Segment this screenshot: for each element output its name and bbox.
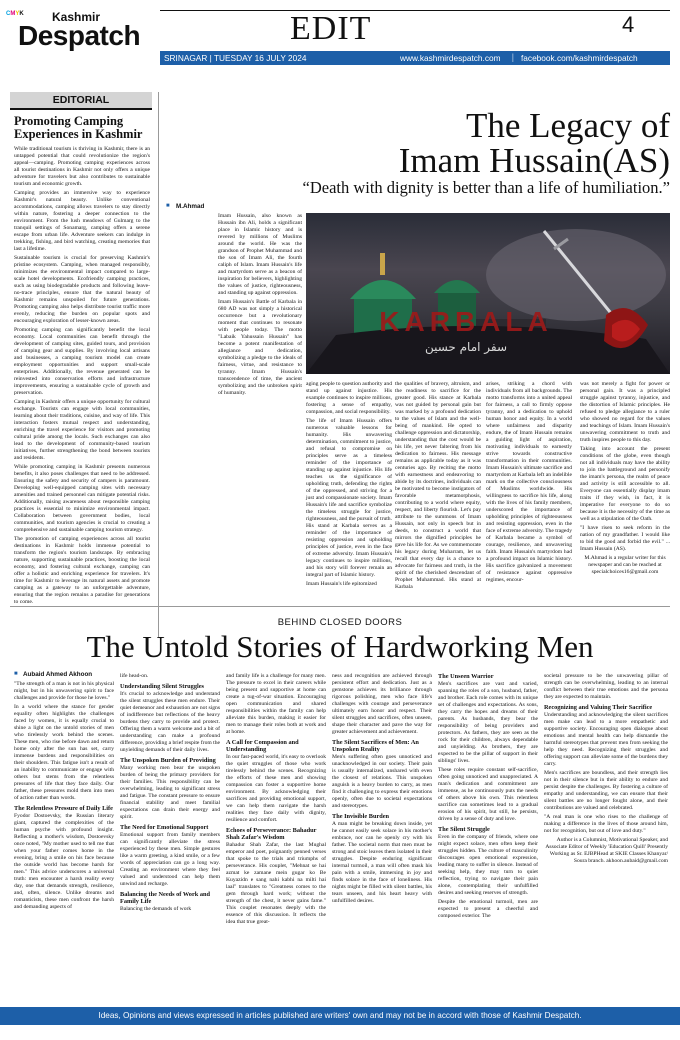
story-para: Fyodor Dostoevsky, the Russian literary giant, captured the complexities of the human psyche with profound insight. Reflecting a mother's wisdom, Dostoevsky once noted, "My mother used to tell me that when your father comes home in the evening, bring a smile on his face because the outside world has become harsh for men." This advice underscores a universal truth: men encounter a harsh reality every day, one that demands strength, resilience, and, often, silence. Unlike dreams and romanticists, these men confront the harsh and demanding aspects of <box>14 813 114 910</box>
story-col4 <box>332 673 432 1003</box>
section-rule <box>10 606 670 607</box>
story-para: A man might be breaking down inside, yet he cannot easily seek solace in his mother's embrace, nor can he openly cry with his father. The societal norm that men must be strong and stoic leaves them isolated in their struggles. Despite enduring significant internal turmoil, a man will often mask his pain with a smile, immersing in joy and finds solace in the face of loneliness. His nights might be filled with silent battles, his tears unseen, and his heart heavy with unfulfilled desires. <box>332 821 432 904</box>
facebook-link[interactable]: facebook.com/kashmirdespatch <box>521 53 638 63</box>
story-subhead: The Silent Struggle <box>438 826 490 833</box>
story-para: Emotional support from family members can significantly alleviate the stress experienced by these men. Simple gestures like a warm greeting, a kind smile, or a few words of appreciation can go a long way. Creating an environment where they feel valued and understood can help them unwind and recharge. <box>120 832 220 887</box>
feature-para: The life of Imam Hussain offers numerous valuable lessons for humanity. His unwavering determination, commitment to justice, and refusal to compromise on principles serve as a timeless reminder of the importance of standing up against injustice. His life teaches us the significance of upholding truth, defending the rights of the oppressed, and striving for a just and compassionate society. Imam Hussain's life and sacrifice symbolize the timeless struggle for justice, righteousness, and the pursuit of truth. His stand at Karbala serves as a reminder of the importance of resisting oppression and upholding principles of justice, even in the face of extreme adversity. Imam Hussain's legacy continues to inspire millions, and his story will forever remain an integral part of Islamic history. <box>306 418 392 578</box>
story-subhead: Understanding Silent Struggles <box>120 683 204 690</box>
story-para: Men's sacrifices are vast and varied, spanning the roles of a son, husband, father, and brother. Each role comes with its unique set of challenges and expectations. As sons, they carry the hopes and dreams of their parents. As husbands, they bear the responsibility of being providers and protectors. As fathers, they are seen as the rock for their children, always dependable and unyielding. As brothers, they are expected to be the pillar of support in their siblings' lives. <box>438 681 538 764</box>
separator: | <box>512 52 514 62</box>
karbala-image <box>306 213 670 374</box>
feature-para: aging people to question authority and stand up against injustice. His example continues to inspire millions, fostering a sense of empathy, compassion, and social responsibility. <box>306 381 392 415</box>
feature-col3-continue <box>486 381 572 583</box>
editorial-para: Camping in Kashmir offers a unique opportunity for cultural exchange. Tourists can engage with local communities, learning about their traditions, cuisine, and way of life. This interaction fosters mutual respect and understanding, enriching the travel experience for visitors and promoting cultural pride among the locals. Such exchanges can also lead to the development of community-based tourism initiatives, further strengthening the bond between tourists and residents. <box>14 399 150 461</box>
feature-para: "I have risen to seek reform in the nation of my grandfather. I would like to bid the good and forbid the evil." ... Imam Hussain (AS). <box>580 525 670 552</box>
story-subhead: The Relentless Pressure of Daily Life <box>14 805 113 812</box>
editorial-para: Promoting camping can significantly benefit the local economy. Local communities can benefit through the development of camping sites, guided tours, and provision of camping gear and supplies. By involving local artisans and businesses, a camping tourism model can create employment opportunities and support small-scale enterprises. Additionally, the revenue generated can be reinvested into conservation efforts and infrastructure improvements, ensuring a sustainable cycle of growth and preservation. <box>14 327 150 396</box>
story-subhead: The Silent Sacrifices of Men: An Unspoken Reality <box>332 739 419 753</box>
cmyk-y: Y <box>15 11 20 17</box>
dateline-bar <box>160 51 670 65</box>
editorial-label-bar <box>10 92 152 108</box>
cmyk-k: K <box>19 11 24 17</box>
story-subhead: A Call for Compassion and Understanding <box>226 739 299 753</box>
feature-para: Taking into account the present conditions of the globe, even though not all individuals may have the ability to join the battleground and personify the imam's persona, the realm of peace and activity is still accessible to all. Everyone can essentially display imam traits if they wish, in fact, it is imperative for everyone to do so because it is the necessity of the time as well as a stipulation of the Oath. <box>580 446 670 522</box>
cmyk-m: M <box>10 11 16 17</box>
feature-para: Imam Hussain, also known as Hussain ibn Ali, holds a significant place in Islamic history and is revered by millions of Muslims around the world. He was the grandson of Prophet Muhammad and the son of Imam Ali, the fourth caliph of Islam. Imam Hussain's life and martyrdom serve as a beacon of inspiration for believers, highlighting the values of justice, righteousness, and standing up against oppression. <box>218 213 302 296</box>
editorial-rule <box>10 108 152 110</box>
story-kicker: BEHIND CLOSED DOORS <box>277 617 403 628</box>
feature-para: arises, striking a chord with individuals from all backgrounds. The motto transforms into a united appeal for fairness, a call to firmly oppose tyranny, and a dedication to uphold human honor and equity. In a world where unfairness and disparity endure, the of Imam Hussain remains a guiding light of aspiration, motivating individuals to earnestly strive towards constructive transformation in their communities. Imam Hussain's ultimate sacrifice and martyrdom at Karbala left an indelible mark on the collective consciousness of Muslims worldwide. His willingness to sacrifice his life, along with the lives of his family members, underscored the importance of upholding principles of righteousness and resisting oppression, even in the face of extreme adversity. The tragedy of Karbala became a symbol of courage, resilience, and unwavering faith. Imam Hussain's martyrdom had a profound impact on Islamic history. His sacrifice galvanized a movement of resistance against oppressive regimes, encour- <box>486 381 572 583</box>
story-para: "The strength of a man is not in his physical might, but in his unwavering spirit to face challenges and provide for those he loves." <box>14 681 114 701</box>
karbala-wordmark: KARBALA <box>379 306 553 337</box>
editorial-para: While traditional tourism is thriving in Kashmir, there is an untapped potential that could revolutionize the region's appeal—camping. Promoting camping experiences across all tourist destinations in Kashmir not only offers a unique adventure for travelers but also contributes to sustainable tourism and economic growth. <box>14 146 150 187</box>
masthead-despatch: Despatch <box>18 20 141 51</box>
editorial-para: The promotion of camping experiences across all tourist destinations in Kashmir holds immense potential to transform the region's tourism landscape. By embracing nature, supporting sustainable practices, boosting the local economy, and fostering cultural exchange, camping can offer a holistic and enriching experience for travelers. It's time for Kashmir to leverage its natural assets and promote camping as a gateway to an unforgettable adventure, ensuring that the region remains a paradise for generations to come. <box>14 536 150 605</box>
story-para: Bahadur Shah Zafar, the last Mughal emperor and poet, poignantly penned verses that spoke to the trials and triumphs of perseverance. His couplet, "Mehnat se hai azmat ke zamane mein gugar ko Be Kuyazidn e sang nahi kabhi na milti hai laal" translates to "Greatness comes to the gem through hard work; without the strength of the chest, it never gains fame." This couplet resonates deeply with the essence of this discussion. It reflects the idea that true great- <box>226 842 326 925</box>
story-para: Despite the emotional turmoil, men are expected to present a cheerful and composed exterior. The <box>438 899 538 919</box>
story-subhead: Recognizing and Valuing Their Sacrifice <box>544 704 653 711</box>
story-byline: Aubaid Ahmed Akhoon <box>23 671 93 678</box>
feature-para: M.Ahmad is a regular writer for this newspaper and can be reached at specialchoices16@gmail.com <box>584 555 666 575</box>
story-subhead: Balancing the Needs of Work and Family Life <box>120 891 210 905</box>
story-subhead: The Unspoken Burden of Providing <box>120 757 216 764</box>
story-para: societal pressure to be the unwavering pillar of strength can be overwhelming, leading to an internal conflict between their true emotions and the persona they are expected to maintain. <box>544 673 668 700</box>
page-number: 4 <box>622 12 635 37</box>
dateline: SRINAGAR | TUESDAY 16 JULY 2024 <box>164 53 307 63</box>
story-para: life head-on. <box>120 673 149 679</box>
editorial-body <box>14 146 150 631</box>
story-para: These roles require constant self-sacrifice, often going unnoticed and unappreciated. A man's dedication and commitment are immense, as he continuously puts the needs of others above his own. This relentless sacrifice can sometimes lead to a gradual erosion of his spirit, but still, he persists, driven by a sense of duty and love. <box>438 767 538 822</box>
story-subhead: The Unseen Warrior <box>438 673 494 680</box>
feature-title-line2: Imam Hussain(AS) <box>398 141 670 180</box>
story-subhead: The Invisible Burden <box>332 813 390 820</box>
story-para: "A real man is one who rises to the challenge of making a difference in the lives of those around him, not for recognition, but out of love and duty." <box>544 814 668 834</box>
story-para: It's crucial to acknowledge and understand the silent struggles these men endure. Their quiet demeanor and exhaustion are not signs of indifference but reflections of the heavy burdens they carry to provide and protect. Offering them a warm welcome and a bit of understanding can make a profound difference, providing a brief respite from the unyielding demands of their daily lives. <box>120 691 220 753</box>
masthead-rule-top <box>160 10 670 11</box>
story-para: Men's sacrifices are boundless, and their strength lies not in their silence but in their ability to endure and persist despite the challenges. By fostering a culture of empathy and understanding, we can ensure that their silent battles are no longer fought alone, and their contributions are valued and celebrated. <box>544 770 668 811</box>
story-para: Author is a Columnist, Motivational Speaker, and Associate Editor of Weekly 'Education Quill' Presently Working as Sr. EJBPHead at SKIE Classes Khanyar/ Soura branch. akhoon.aubaid@gmail.com <box>545 837 668 864</box>
feature-title-line1: The Legacy of <box>465 106 670 145</box>
masthead <box>0 0 680 80</box>
story-para: Balancing the demands of work <box>120 906 192 912</box>
byline-marker: ■ <box>14 671 18 677</box>
feature-para: Imam Hussain's life epitomized <box>306 581 377 587</box>
editorial-para: Camping provides an immersive way to experience Kashmir's natural beauty. Unlike conventional accommodations, camping allows travelers to stay directly within nature, fostering a deeper connection to the environment. From the lush meadows of Gulmarg to the tranquil settings of Sonamarg, camping offers a serene escape from urban life. Adventure seekers can indulge in trekking, fishing, and bird watching, creating memories that last a lifetime. <box>14 190 150 252</box>
story-para: ness and recognition are achieved through persistent effort and dedication. Just as a gemstone achieves its brilliance through rigorous polishing, men who face life's challenges with courage and perseverance ultimately earn honor and respect. Their silent struggles and sacrifices, often unseen, shape their character and pave the way for greater achievement and achievement. <box>332 673 432 735</box>
feature-col1 <box>218 213 302 583</box>
feature-para: was not merely a fight for power or personal gain. It was a principled struggle against tyranny, injustice, and the distortion of Islamic principles. He refused to pledge allegiance to a ruler who showed no regard for the values and teachings of Islam. Imam Hussain's unwavering commitment to truth and truth inspires people to this day. <box>580 381 670 443</box>
story-para: and family life is a challenge for many men. The pressure to excel in their careers while being present and supportive at home can create a tug-of-war situation. Encouraging open communication and shared responsibilities within the family can help alleviate this burden, making it easier for men to manage their roles both at work and at home. <box>226 673 326 735</box>
byline-marker: ■ <box>166 203 170 209</box>
editorial-para: Sustainable tourism is crucial for preserving Kashmir's pristine ecosystem. Camping, when managed responsibly, minimizes the environmental impact compared to large-scale hotel developments. Ecofriendly camping practices, such as using biodegradable products and following leave-no-trace principles, ensure that the natural beauty of Kashmir remains unspoiled for future generations. Promoting camping also helps distribute tourist traffic more evenly, reducing the burden on popular spots and encouraging exploration of lesser-known areas. <box>14 255 150 324</box>
story-subhead: Echoes of Perseverance: Bahadur Shah Zafar's Wisdom <box>226 827 317 841</box>
story-col3 <box>226 673 326 1003</box>
story-title: The Untold Stories of Hardworking Men <box>86 629 594 664</box>
editorial-label: EDITORIAL <box>52 94 110 106</box>
story-col2 <box>120 673 220 1003</box>
feature-para: the qualities of bravery, altruism, and the readiness to sacrifice for the greater good. His stance at Karbala was not guided by personal gain but was marked by a profound dedication to the values of Islam and the well-being of mankind. He opted to challenge oppression and dictatorship, understanding that the cost would be his life, yet never faltering from his dedication to fairness. His message remains as applicable today as it was centuries ago. By reciting the motto with earnestness and endeavoring to abide by its doctrines, individuals can be motivated to become instigators of favorable metamorphosis, contributing to a world where equity, respect, and liberty flourish. Let's pay attribute to the summons of Imam Hussain, not only in speech but in deeds, to construct a world that mirrors the dignified principles he gave his life for. As we commemorate his legacy during Muharram, let us recall that every day is a chance to advocate for fairness and truth, in the spirit of the cherished descendant of Prophet Muhammad. His stand at Karbala <box>395 381 481 590</box>
cmyk-c: C <box>6 11 11 17</box>
footer-bar <box>0 1007 680 1025</box>
story-para: Even in the company of friends, where one might expect solace, men often keep their struggles hidden. The culture of masculinity discourages open emotional expression, leading many to suffer in silence. Instead of seeking help, they may turn to quiet reflection, trying to navigate their pain alone, contemplating their unfulfilled desires and seeking reserves of strength. <box>438 834 538 896</box>
feature-quote: “Death with dignity is better than a life of humiliation.” <box>302 178 670 197</box>
story-para: In a world where the stance for gender equality often highlights the challenges faced by women, it is equally crucial to shine a light on the untold stories of men who tirelessly work behind the scenes. These men, who rise before dawn and return home only after the sun has set, carry immense burdens and responsibilities on their shoulders. This fatigue isn't a result of an inability to communicate or engage with others but stems from the relentless pressures of life that they face daily. Our father, these pressures mold them into men of action rather than words. <box>14 704 114 801</box>
feature-col2-lower <box>306 381 392 587</box>
editorial-para: While promoting camping in Kashmir presents numerous benefits, it also poses challenges that need to be addressed. Ensuring the safety and security of campers is paramount. Developing well-equipped camping sites with necessary amenities and trained personnel can mitigate potential risks. Additionally, raising awareness about responsible camping practices is essential to minimize environmental impact. Collaboration between government bodies, local communities, and tourism agencies is crucial to creating a comprehensive and sustainable camping tourism strategy. <box>14 464 150 533</box>
footer-disclaimer: Ideas, Opinions and views expressed in articles published are writers' own and may not be in accord with those of Kashmir Despatch. <box>98 1011 582 1020</box>
story-col6 <box>544 673 668 1003</box>
feature-col5 <box>580 381 670 579</box>
story-subhead: The Need for Emotional Support <box>120 824 209 831</box>
story-para: Understanding and acknowledging the silent sacrifices men make can lead to a more empathetic and supportive society. Encouraging open dialogue about emotions and mental health can help dismantle the harmful stereotypes that prevent men from seeking the help they need. Recognizing their struggles and offering support can alleviate some of the burdens they carry. <box>544 712 668 767</box>
story-para: Many working men bear the unspoken burden of being the primary providers for their families. This responsibility can be overwhelming, leading to significant stress and fatigue. The constant pressure to ensure financial stability and meet familial expectations can drain their energy and spirit. <box>120 765 220 820</box>
feature-byline: M.Ahmad <box>176 203 205 210</box>
story-para: In our fast-paced world, it's easy to overlook the quiet struggles of those who work tirelessly behind the scenes. Recognizing the efforts of these men and showing compassion can foster a supportive home environment. By acknowledging their sacrifices and providing emotional support, we can help them navigate the harsh realities they face daily with dignity, resilience and comfort. <box>226 754 326 823</box>
story-col1 <box>14 681 114 1003</box>
story-col5 <box>438 673 538 1003</box>
section-title: EDIT <box>290 10 372 47</box>
story-para: Men's suffering often goes unnoticed and unacknowledged in our society. Their pain is usually internalized, unshared with even the closest of relations. This unspoken anguish is a heavy burden to carry, as men find it challenging to express their emotions openly, often due to societal expectations and stereotypes. <box>332 754 432 809</box>
feature-col4 <box>395 381 481 590</box>
feature-para: Imam Hussain's Battle of Karbala in 680 AD was not simply a historical occurrence but a revolutionary moment that continues to resonate with people today. The motto "Labaik Yahussain Hussain" has become a potent manifestation of allegiance and dedication, symbolizing a pledge to the ideals of fairness, virtue, and resistance to tyranny. Imam Hussain's transcendence of time, the ancient symbolizing and the unbroken spirit of humanity. <box>218 299 302 396</box>
masthead-kashmir: Kashmir <box>52 10 101 24</box>
column-divider <box>158 92 159 637</box>
editorial-title: Promoting Camping Experiences in Kashmir <box>14 114 143 141</box>
website-link[interactable]: www.kashmirdespatch.com <box>400 53 501 63</box>
urdu-caption: سفر امام حسین <box>424 340 508 354</box>
cmyk-marks <box>6 2 24 20</box>
